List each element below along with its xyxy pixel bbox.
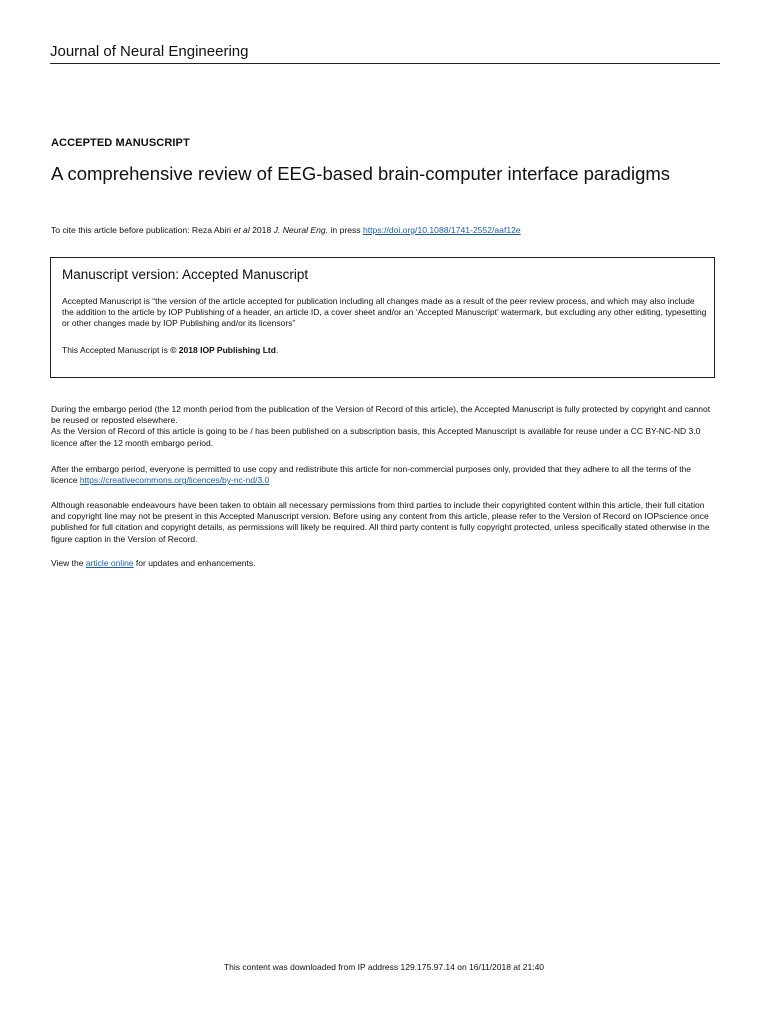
view-online-paragraph xyxy=(51,558,719,569)
citation-year: 2018 xyxy=(249,225,274,235)
view-online-prefix: View the xyxy=(51,558,86,568)
after-embargo-text: After the embargo period, everyone is permitted to use copy and redistribute this article for non-commercial purposes only, provided that they adhere to all the terms of the licence xyxy=(51,464,692,486)
citation-prefix: To cite this article before publication: Reza Abiri xyxy=(51,225,234,235)
view-online-suffix: for updates and enhancements. xyxy=(133,558,256,568)
embargo-paragraph xyxy=(51,404,719,449)
version-copyright xyxy=(62,345,278,356)
paper-title: A comprehensive review of EEG-based brain-computer interface paradigms xyxy=(51,163,671,184)
version-definition: Accepted Manuscript is “the version of the article accepted for publication including all changes made as a result of the peer review process, and which may also include the addition to the article by IOP Publishing of a header, an article ID, a cover sheet and/or an ‘Accepted Manuscript’ watermark, but excluding any other editing, typesetting or other changes made by IOP Publishing and/or its licensors” xyxy=(62,296,707,329)
copyright-suffix: . xyxy=(275,345,279,355)
after-embargo-paragraph xyxy=(51,464,719,486)
journal-title: Journal of Neural Engineering xyxy=(50,43,249,60)
journal-header xyxy=(50,42,720,64)
citation-status: in press xyxy=(328,225,363,235)
citation-line xyxy=(51,225,731,236)
citation-et-al: et al xyxy=(233,225,250,235)
article-online-link[interactable]: article online xyxy=(85,558,134,568)
citation-journal: J. Neural Eng. xyxy=(273,225,329,235)
version-heading: Manuscript version: Accepted Manuscript xyxy=(62,267,309,282)
copyright-prefix: This Accepted Manuscript is xyxy=(62,345,171,355)
embargo-line-2: As the Version of Record of this article is going to be / has been published on a subscription basis, this Accepted Manuscript is available for reuse under a CC BY-NC-ND 3.0 licence after the 12 month embargo period. xyxy=(51,426,701,448)
permissions-paragraph: Although reasonable endeavours have been taken to obtain all necessary permissions from third parties to include their copyrighted content within this article, their full citation and copyright line may not be present in this Accepted Manuscript version. Before using any content from this article, please refer to the Version of Record on IOPscience once published for full citation and copyright details, as permissions will likely be required. All third party content is fully copyright protected, unless specifically stated otherwise in the figure caption in the Version of Record. xyxy=(51,500,710,544)
embargo-line-1: During the embargo period (the 12 month period from the publication of the Version of Record of this article), the Accepted Manuscript is fully protected by copyright and cannot be reused or reposted elsewhere. xyxy=(51,404,711,426)
accepted-manuscript-label: ACCEPTED MANUSCRIPT xyxy=(51,137,190,149)
copyright-holder: © 2018 IOP Publishing Ltd xyxy=(170,345,276,355)
manuscript-version-box xyxy=(50,257,715,378)
licence-link[interactable]: https://creativecommons.org/licences/by-nc-nd/3.0 xyxy=(79,475,270,486)
download-note: This content was downloaded from IP address 129.175.97.14 on 16/11/2018 at 21:40 xyxy=(223,962,545,972)
doi-link[interactable]: https://doi.org/10.1088/1741-2552/aaf12e xyxy=(362,225,521,235)
